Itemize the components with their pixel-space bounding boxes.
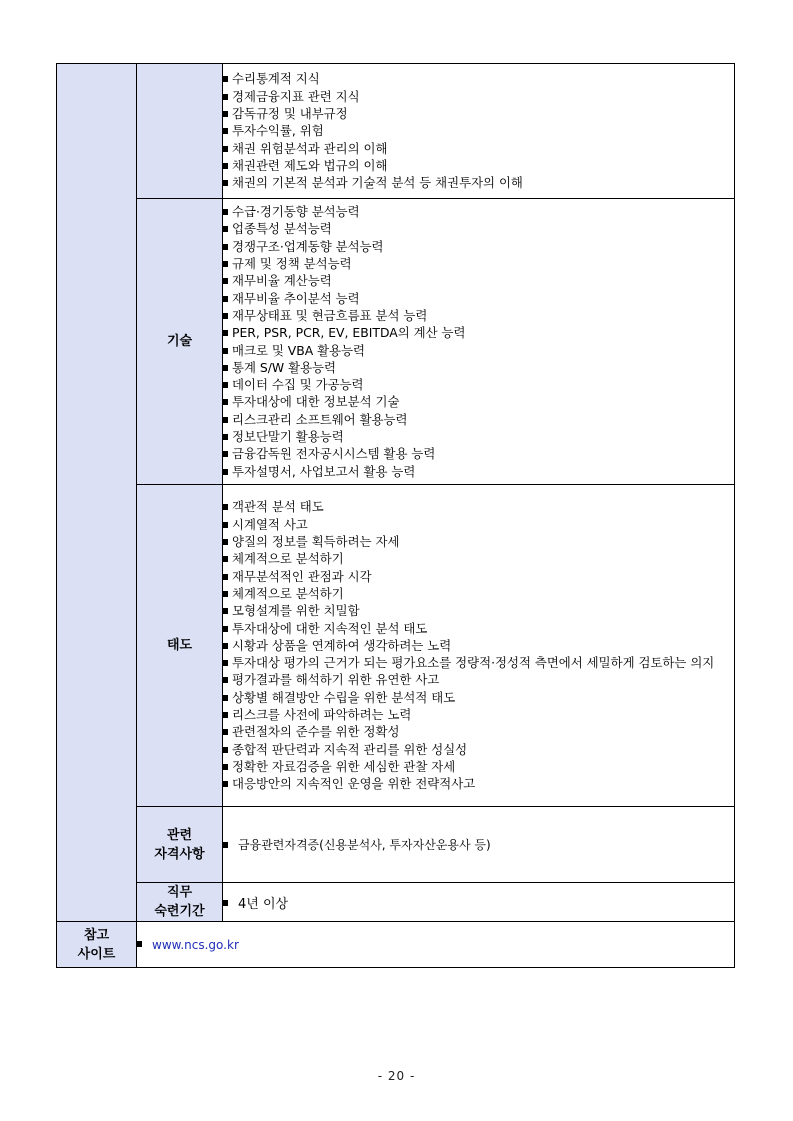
bullet-square-icon xyxy=(223,244,228,250)
list-item-text: 리스크관리 소프트웨어 활용능력 xyxy=(232,411,408,427)
list-item xyxy=(223,637,734,654)
list-item xyxy=(223,393,734,410)
attitude-row xyxy=(57,485,735,807)
list-item xyxy=(223,238,734,255)
list-item-text: 시계열적 사고 xyxy=(232,516,308,532)
bullet-square-icon xyxy=(223,434,228,440)
bullet-square-icon xyxy=(223,781,228,787)
bullet-square-icon xyxy=(223,163,228,169)
list-item-text: 채권관련 제도와 법규의 이해 xyxy=(232,157,388,173)
bullet-square-icon xyxy=(223,729,228,735)
list-item xyxy=(223,88,734,105)
ncs-competency-table xyxy=(56,63,735,968)
experience-label xyxy=(137,883,223,922)
list-item xyxy=(223,445,734,462)
bullet-square-icon xyxy=(223,504,228,510)
bullet-square-icon xyxy=(223,365,228,371)
list-item xyxy=(223,290,734,307)
list-item xyxy=(223,654,734,671)
bullet-square-icon xyxy=(223,146,228,152)
bullet-square-icon xyxy=(223,313,228,319)
list-item-text: 체계적으로 분석하기 xyxy=(232,585,344,601)
list-item-text: 투자수익률, 위험 xyxy=(232,123,324,139)
knowledge-items-cell xyxy=(223,64,735,199)
bullet-square-icon xyxy=(223,348,228,354)
bullet-square-icon xyxy=(223,111,228,117)
list-item xyxy=(223,140,734,157)
list-item-text: 재무비율 계산능력 xyxy=(232,273,332,289)
list-item-text: 채권 위험분석과 관리의 이해 xyxy=(232,140,388,156)
bullet-square-icon xyxy=(223,764,228,770)
bullet-square-icon xyxy=(223,469,228,475)
bullet-square-icon xyxy=(223,226,228,232)
list-item-text: 정확한 자료검증을 위한 세심한 관찰 자세 xyxy=(232,758,456,774)
list-item xyxy=(223,758,734,775)
list-item-text: 통계 S/W 활용능력 xyxy=(232,359,336,375)
skills-items-cell xyxy=(223,199,735,485)
reference-link[interactable]: www.ncs.go.kr xyxy=(152,937,239,952)
bullet-square-icon xyxy=(223,76,228,82)
bullet-square-icon xyxy=(223,128,228,134)
bullet-square-icon xyxy=(223,712,228,718)
reference-label xyxy=(57,922,137,968)
list-item xyxy=(223,342,734,359)
list-item-text: 종합적 판단력과 지속적 관리를 위한 성실성 xyxy=(232,741,468,757)
bullet-square-icon xyxy=(223,94,228,100)
bullet-square-icon xyxy=(223,608,228,614)
list-item-text: 관련절차의 준수를 위한 정확성 xyxy=(232,724,400,740)
reference-row xyxy=(57,922,735,968)
bullet-square-icon xyxy=(223,556,228,562)
bullet-square-icon xyxy=(223,660,228,666)
experience-row xyxy=(57,883,735,922)
list-item xyxy=(223,741,734,758)
list-item xyxy=(223,411,734,428)
list-item-text: 리스크를 사전에 파악하려는 노력 xyxy=(232,707,412,723)
attitude-list xyxy=(223,498,734,792)
experience-value: 4년 이상 xyxy=(238,896,289,912)
page-number: - 20 - xyxy=(377,1069,416,1083)
skills-list xyxy=(223,203,734,480)
list-item xyxy=(223,359,734,376)
certification-label xyxy=(137,807,223,883)
list-item-text: 대응방안의 지속적인 운영을 위한 전략적사고 xyxy=(232,776,476,792)
list-item-text: 체계적으로 분석하기 xyxy=(232,551,344,567)
bullet-square-icon xyxy=(137,941,142,947)
knowledge-row xyxy=(57,64,735,199)
list-item xyxy=(223,620,734,637)
list-item-text: 양질의 정보를 획득하려는 자세 xyxy=(232,534,400,550)
bullet-square-icon xyxy=(223,747,228,753)
list-item xyxy=(223,463,734,480)
bullet-square-icon xyxy=(223,278,228,284)
bullet-square-icon xyxy=(223,695,228,701)
side-header-cell xyxy=(57,64,137,922)
knowledge-label-cell xyxy=(137,64,223,199)
list-item xyxy=(223,602,734,619)
list-item xyxy=(223,220,734,237)
bullet-square-icon xyxy=(223,209,228,215)
list-item-text: 상황별 해결방안 수립을 위한 분석적 태도 xyxy=(232,689,456,705)
bullet-square-icon xyxy=(223,382,228,388)
reference-value-cell xyxy=(137,922,735,968)
bullet-square-icon xyxy=(223,522,228,528)
list-item-text: 정보단말기 활용능력 xyxy=(232,428,344,444)
list-item-text: 투자설명서, 사업보고서 활용 능력 xyxy=(232,463,416,479)
list-item-text: 업종특성 분석능력 xyxy=(232,221,332,237)
skills-label: 기술 xyxy=(137,199,223,485)
reference-label-line2: 사이트 xyxy=(77,946,116,962)
bullet-square-icon xyxy=(223,296,228,302)
certification-label-line2: 자격사항 xyxy=(154,846,205,862)
attitude-items-cell xyxy=(223,485,735,807)
list-item xyxy=(223,775,734,792)
bullet-square-icon xyxy=(223,574,228,580)
list-item xyxy=(223,307,734,324)
list-item xyxy=(223,203,734,220)
list-item-text: 감독규정 및 내부규정 xyxy=(232,106,348,122)
list-item-text: 경제금융지표 관련 지식 xyxy=(232,88,360,104)
certification-value: 금융관련자격증(신용분석사, 투자자산운용사 등) xyxy=(238,838,491,852)
list-item xyxy=(223,255,734,272)
list-item xyxy=(223,533,734,550)
bullet-square-icon xyxy=(223,330,228,336)
list-item xyxy=(223,550,734,567)
bullet-square-icon xyxy=(223,417,228,423)
list-item-text: 시황과 상품을 연계하여 생각하려는 노력 xyxy=(232,637,452,653)
list-item xyxy=(223,324,734,341)
list-item xyxy=(223,174,734,191)
list-item-text: 평가결과를 해석하기 위한 유연한 사고 xyxy=(232,672,440,688)
list-item xyxy=(223,706,734,723)
bullet-square-icon xyxy=(223,591,228,597)
experience-value-cell xyxy=(223,883,735,922)
bullet-square-icon xyxy=(223,900,228,906)
bullet-square-icon xyxy=(223,180,228,186)
list-item-text: 객관적 분석 태도 xyxy=(232,499,324,515)
list-item-text: 투자대상에 대한 지속적인 분석 태도 xyxy=(232,620,428,636)
bullet-square-icon xyxy=(223,626,228,632)
list-item-text: 모형설계를 위한 치밀함 xyxy=(232,603,360,619)
list-item-text: 재무분석적인 관점과 시각 xyxy=(232,568,372,584)
knowledge-list xyxy=(223,70,734,191)
bullet-square-icon xyxy=(223,261,228,267)
experience-label-line2: 숙련기간 xyxy=(154,904,205,919)
list-item xyxy=(223,376,734,393)
bullet-square-icon xyxy=(223,677,228,683)
list-item-text: 규제 및 정책 분석능력 xyxy=(232,256,352,272)
list-item-text: 투자대상에 대한 정보분석 기술 xyxy=(232,394,400,410)
list-item xyxy=(223,70,734,87)
bullet-square-icon xyxy=(223,539,228,545)
list-item xyxy=(223,122,734,139)
experience-label-line1: 직무 xyxy=(166,885,193,900)
list-item-text: PER, PSR, PCR, EV, EBITDA의 계산 능력 xyxy=(232,325,466,341)
bullet-square-icon xyxy=(223,842,228,848)
reference-label-line1: 참고 xyxy=(83,927,110,943)
list-item xyxy=(223,585,734,602)
list-item xyxy=(223,498,734,515)
list-item xyxy=(223,671,734,688)
list-item-text: 금융감독원 전자공시시스템 활용 능력 xyxy=(232,446,436,462)
list-item xyxy=(223,723,734,740)
certification-row xyxy=(57,807,735,883)
list-item-text: 수급·경기동향 분석능력 xyxy=(232,204,360,220)
attitude-label: 태도 xyxy=(137,485,223,807)
bullet-square-icon xyxy=(223,399,228,405)
skills-row xyxy=(57,199,735,485)
certification-label-line1: 관련 xyxy=(166,827,193,843)
list-item xyxy=(223,272,734,289)
bullet-square-icon xyxy=(223,643,228,649)
list-item-text: 재무비율 추이분석 능력 xyxy=(232,290,360,306)
certification-value-cell xyxy=(223,807,735,883)
list-item-text: 데이터 수집 및 가공능력 xyxy=(232,377,364,393)
bullet-square-icon xyxy=(223,451,228,457)
list-item xyxy=(223,568,734,585)
list-item-text: 투자대상 평가의 근거가 되는 평가요소를 정량적·정성적 측면에서 세밀하게 검토하는 의지 xyxy=(232,655,715,671)
list-item xyxy=(223,689,734,706)
list-item xyxy=(223,516,734,533)
list-item-text: 매크로 및 VBA 활용능력 xyxy=(232,342,366,358)
list-item-text: 경쟁구조·업계동향 분석능력 xyxy=(232,238,384,254)
list-item-text: 수리통계적 지식 xyxy=(232,71,320,87)
list-item xyxy=(223,157,734,174)
list-item-text: 재무상태표 및 현금흐름표 분석 능력 xyxy=(232,307,428,323)
list-item xyxy=(223,105,734,122)
list-item-text: 채권의 기본적 분석과 기술적 분석 등 채권투자의 이해 xyxy=(232,175,523,191)
list-item xyxy=(223,428,734,445)
